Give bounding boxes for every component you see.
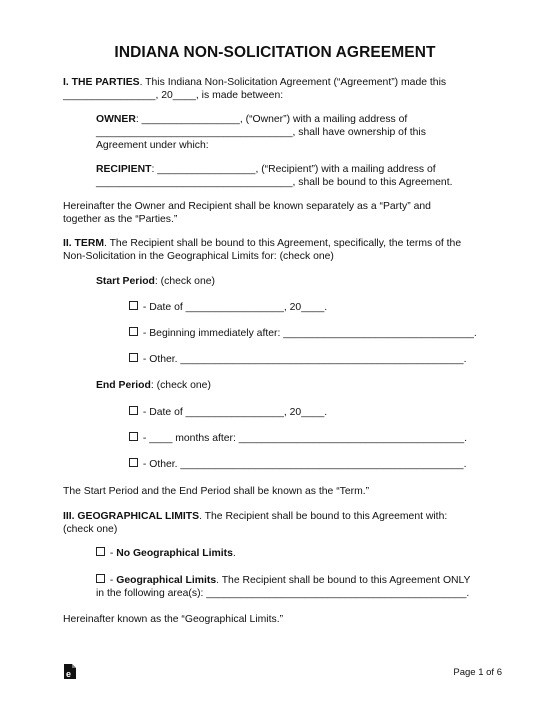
parties-heading: I. THE PARTIES bbox=[63, 77, 140, 88]
recipient-line-1: RECIPIENT: _________________, (“Recipient”) with a mailing address of bbox=[96, 164, 436, 175]
term-line-2: Non-Solicitation in the Geographical Limits for: (check one) bbox=[63, 251, 334, 262]
eforms-logo-icon bbox=[63, 664, 77, 680]
term-heading: II. TERM bbox=[63, 238, 104, 249]
svg-text:e: e bbox=[66, 669, 72, 679]
checkbox[interactable] bbox=[129, 327, 138, 336]
geo-option-none: - No Geographical Limits. bbox=[96, 547, 236, 560]
term-line-1: II. TERM. The Recipient shall be bound to this Agreement, specifically, the terms of the bbox=[63, 238, 462, 249]
owner-line-1: OWNER: _________________, (“Owner”) with a mailing address of bbox=[96, 114, 408, 125]
owner-line-3: Agreement under which: bbox=[96, 140, 209, 151]
page-title: INDIANA NON-SOLICITATION AGREEMENT bbox=[114, 44, 436, 61]
checkbox[interactable] bbox=[96, 547, 105, 556]
hereinafter-line-2: together as the “Parties.” bbox=[63, 214, 178, 225]
geo-note: Hereinafter known as the “Geographical Limits.” bbox=[63, 614, 284, 625]
parties-line-2: ________________, 20____, is made between: bbox=[63, 90, 284, 101]
geo-line-1: III. GEOGRAPHICAL LIMITS. The Recipient shall be bound to this Agreement with: bbox=[63, 511, 448, 522]
parties-line-1: I. THE PARTIES. This Indiana Non-Solicitation Agreement (“Agreement”) made this bbox=[63, 77, 447, 88]
page-number: Page 1 of 6 bbox=[453, 667, 502, 678]
hereinafter-line-1: Hereinafter the Owner and Recipient shall be known separately as a “Party” and bbox=[63, 201, 431, 212]
end-option-date: - Date of _________________, 20____. bbox=[129, 406, 327, 419]
end-option-months: - ____ months after: _______________________________________. bbox=[129, 432, 467, 445]
checkbox[interactable] bbox=[129, 353, 138, 362]
end-period-heading: End Period: (check one) bbox=[96, 380, 211, 391]
geo-line-2: (check one) bbox=[63, 524, 118, 535]
owner-line-2: __________________________________, shall have ownership of this bbox=[96, 127, 426, 138]
start-option-other: - Other. _________________________________________________. bbox=[129, 353, 466, 366]
geo-option-limits-line-2: in the following area(s): _____________________________________________. bbox=[96, 588, 470, 599]
checkbox[interactable] bbox=[129, 406, 138, 415]
start-period-heading: Start Period: (check one) bbox=[96, 276, 215, 287]
term-note: The Start Period and the End Period shall be known as the “Term.” bbox=[63, 486, 370, 497]
checkbox[interactable] bbox=[96, 574, 105, 583]
start-option-date: - Date of _________________, 20____. bbox=[129, 301, 327, 314]
start-option-beginning: - Beginning immediately after: _________________________________. bbox=[129, 327, 477, 340]
checkbox[interactable] bbox=[129, 301, 138, 310]
recipient-label: RECIPIENT bbox=[96, 164, 152, 175]
recipient-line-2: __________________________________, shall be bound to this Agreement. bbox=[96, 177, 453, 188]
end-option-other: - Other. _________________________________________________. bbox=[129, 458, 466, 471]
checkbox[interactable] bbox=[129, 458, 138, 467]
geo-option-limits: - Geographical Limits. The Recipient shall be bound to this Agreement ONLY bbox=[96, 574, 470, 587]
geo-heading: III. GEOGRAPHICAL LIMITS bbox=[63, 511, 200, 522]
checkbox[interactable] bbox=[129, 432, 138, 441]
owner-label: OWNER bbox=[96, 114, 136, 125]
